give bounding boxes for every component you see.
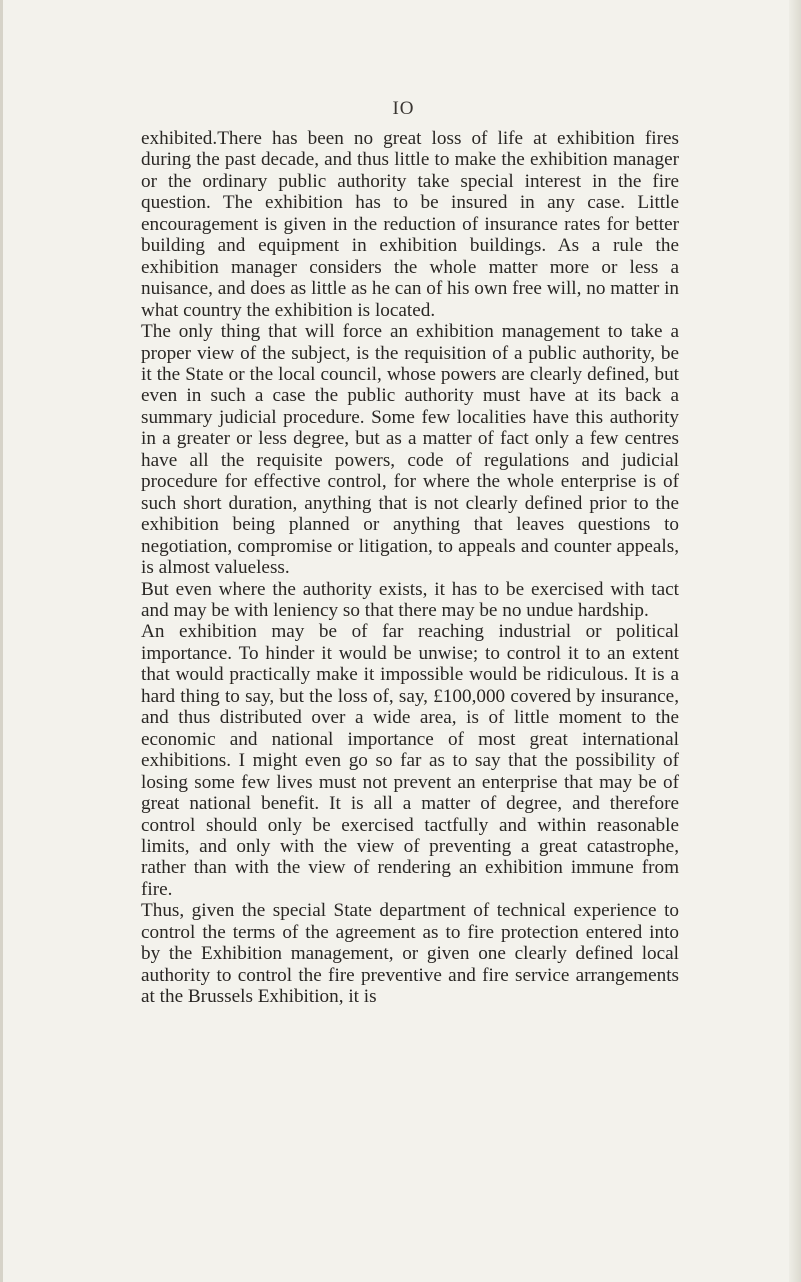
body-text (141, 128, 679, 1008)
paragraph: The only thing that will force an exhibition management to take a proper view of the subject, is the requisition of a public authority, be it the State or the local council, whose powers are clearly defined, but even in such a case the public authority must have at its back a summary judicial procedure. Some few localities have this authority in a greater or less degree, but as a matter of fact only a few centres have all the requisite powers, code of regulations and judicial procedure for effective control, for where the whole enterprise is of such short duration, anything that is not clearly defined prior to the exhibition being planned or anything that leaves questions to negotiation, compromise or litigation, to appeals and counter appeals, is almost valueless. (141, 321, 679, 579)
page-number: IO (392, 98, 415, 119)
paragraph: exhibited.There has been no great loss of life at exhibition fires during the past decade, and thus little to make the exhibition manager or the ordinary public authority take special interest in the fire question. The exhibition has to be insured in any case. Little encouragement is given in the reduction of insurance rates for better building and equipment in exhibition buildings. As a rule the exhibition manager considers the whole matter more or less a nuisance, and does as little as he can of his own free will, no matter in what country the exhibition is located. (141, 128, 679, 321)
paragraph: Thus, given the special State department of technical experience to control the terms of the agreement as to fire protection entered into by the Exhibition management, or given one clearly defined local authority to control the fire preventive and fire service arrangements at the Brussels Exhibition, it is (141, 900, 679, 1008)
page-edge-shadow (789, 0, 801, 1282)
paragraph: An exhibition may be of far reaching industrial or political importance. To hinder it would be unwise; to control it to an extent that would practically make it impossible would be ridiculous. It is a hard thing to say, but the loss of, say, £100,000 covered by insurance, and thus distributed over a wide area, is of little moment to the economic and national importance of most great international exhibitions. I might even go so far as to say that the possibility of losing some few lives must not prevent an enterprise that may be of great national benefit. It is all a matter of degree, and therefore control should only be exercised tactfully and within reasonable limits, and only with the view of preventing a great catastrophe, rather than with the view of rendering an exhibition immune from fire. (141, 621, 679, 900)
paragraph: But even where the authority exists, it has to be exercised with tact and may be with leniency so that there may be no undue hardship. (141, 578, 679, 621)
